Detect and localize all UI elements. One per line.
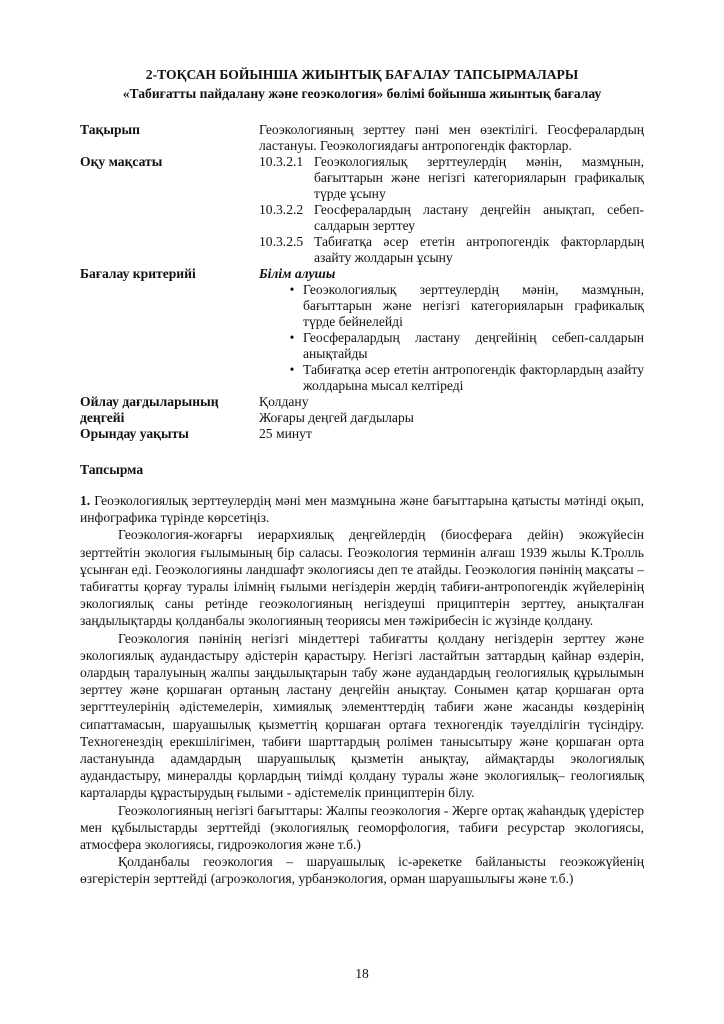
objectives-label: Оқу мақсаты bbox=[80, 154, 163, 169]
criteria-text: Геосфералардың ластану деңгейінің себеп-салдарын анықтайды bbox=[303, 330, 644, 361]
thinking-level-row bbox=[80, 394, 644, 426]
criteria-list bbox=[259, 266, 644, 394]
page-title: 2-ТОҚСАН БОЙЫНША ЖИЫНТЫҚ БАҒАЛАУ ТАПСЫРМАЛАРЫ bbox=[145, 67, 579, 82]
thinking-level-value: Жоғары деңгей дағдылары bbox=[259, 410, 414, 425]
time-row bbox=[80, 426, 644, 442]
task-body bbox=[80, 492, 644, 888]
objective-item bbox=[259, 154, 644, 202]
objective-text: Геосфералардың ластану деңгейін анықтап, себеп-салдарын зерттеу bbox=[314, 202, 644, 233]
criteria-item bbox=[281, 362, 644, 394]
objective-item bbox=[259, 234, 644, 266]
bullet-icon: • bbox=[289, 282, 295, 297]
task-number: 1. bbox=[80, 493, 91, 508]
criteria-text: Табиғатқа әсер ететін антропогендік факторлардың азайту жолдарына мысал келтіреді bbox=[303, 362, 644, 393]
topic-row bbox=[80, 122, 644, 154]
criteria-text: Геоэкологиялық зерттеулердің мәнін, мазмұнын, бағыттарын және негізгі категорияларын графикалық түрде бейнелейді bbox=[303, 282, 644, 329]
objective-code: 10.3.2.1 bbox=[259, 154, 304, 169]
criteria-heading: Білім алушы bbox=[259, 266, 336, 281]
thinking-level-values bbox=[259, 394, 644, 426]
criteria-row bbox=[80, 266, 644, 394]
objective-text: Геоэкологиялық зерттеулердің мәнін, мазмұнын, бағыттарын және негізгі категорияларын графикалық түрде ұсыну bbox=[314, 154, 644, 201]
thinking-level-value: Қолдану bbox=[259, 394, 309, 409]
task-heading: Тапсырма bbox=[80, 462, 144, 477]
topic-value: Геоэкологияның зерттеу пәні мен өзектілігі. Геосфералардың ластануы. Геоэкологиядағы антропогендік факторлар. bbox=[259, 122, 644, 153]
task-intro bbox=[80, 492, 644, 526]
criteria-label: Бағалау критерийі bbox=[80, 266, 196, 281]
task-paragraph: Геоэкологияның негізгі бағыттары: Жалпы геоэкология - Жерге ортақ жаһандық үдерістер мен құбылыстарды зерттейді (экологиялық геоморфология, табиғи ресурстар экологиясы, атмосфера экологиясы, гидроэкология және т.б.) bbox=[80, 802, 644, 853]
page-number: 18 bbox=[355, 966, 369, 981]
time-value: 25 минут bbox=[259, 426, 312, 441]
bullet-icon: • bbox=[289, 362, 295, 377]
criteria-item bbox=[281, 282, 644, 330]
task-paragraph: Геоэкология-жоғарғы иерархиялық деңгейлердің (биосфераға дейін) экожүйесін зерттейтін экология ғылымының бір саласы. Геоэкология терминін алғаш 1939 жылы К.Тролль ұсынған еді. Геоэкологияны ландшафт экологиясы деп те атайды. Геоэкология пәнінің мақсаты – табиғатты қорғау туралы ілімнің ғылыми негіздерін жердің табиғи-антропогендік жүйелерінің экологиялық саны ретінде геоэкологияның негіздеуші прициптерін зерттеу, анықталған заңдылықтарды қолданбалы экологияның теориясы мен тәжірибесін іс жүзінде қолдану. bbox=[80, 527, 644, 629]
criteria-item bbox=[281, 330, 644, 362]
document-page bbox=[80, 66, 644, 888]
task-intro-text: Геоэкологиялық зерттеулердің мәні мен мазмұнына және бағыттарына қатысты мәтінді оқып, инфографика түрінде көрсетіңіз. bbox=[80, 493, 644, 526]
objectives-list bbox=[259, 154, 644, 266]
time-label: Орындау уақыты bbox=[80, 426, 189, 441]
objectives-row bbox=[80, 154, 644, 266]
objective-code: 10.3.2.2 bbox=[259, 202, 304, 217]
assessment-info-table bbox=[80, 122, 644, 442]
objective-text: Табиғатқа әсер ететін антропогендік факторлардың азайту жолдарын ұсыну bbox=[314, 234, 644, 265]
task-paragraph: Геоэкология пәнінің негізгі міндеттері табиғатты қолдану негіздерін зерттеу және экологиялық аудандастыру әдістерін қарастыру. Негізгі ластайтын заттардың қайнар өздерін, олардың таралуының жалпы заңдылықтарын табу және аудандардың геологиялық құрылымын зерттеу және қоршаған ортаның ластану деңгейін анықтау. Сонымен қатар қоршаған орта зергттеулерінің әдістемелерін, химиялық элементтердің табиғи және жасанды көздерінің сипаттамасын, шаруашылық қызметтің қоршаған ортаға техногендік тәуелділігін түсіндіру. Техногенездің ерекшілігімен, табиғи шарттардың ролімен танысытыру және қоршаған орта ластануында адамдардың шаруашылық қызметін анықтау, аймақтарды экологиялық аудандастыру, минералды қорлардың тиімді қолдану туралы және экологиялық– геологиялық карталарды құрастырудың ғылыми - әдістемелік принциптерін білу. bbox=[80, 630, 644, 801]
objective-item bbox=[259, 202, 644, 234]
objective-code: 10.3.2.5 bbox=[259, 234, 304, 249]
topic-label: Тақырып bbox=[80, 122, 140, 137]
thinking-level-label: Ойлау дағдыларының деңгейі bbox=[80, 394, 219, 425]
page-subtitle: «Табиғатты пайдалану және геоэкология» бөлімі бойынша жиынтық бағалау bbox=[122, 86, 602, 101]
bullet-icon: • bbox=[289, 330, 295, 345]
task-paragraph: Қолданбалы геоэкология – шаруашылық іс-әрекетке байланысты геоэкожүйенің өзгерістерін зерттейді (агроэкология, урбанэкология, орман шаруашылығы және т.б.) bbox=[80, 854, 644, 887]
